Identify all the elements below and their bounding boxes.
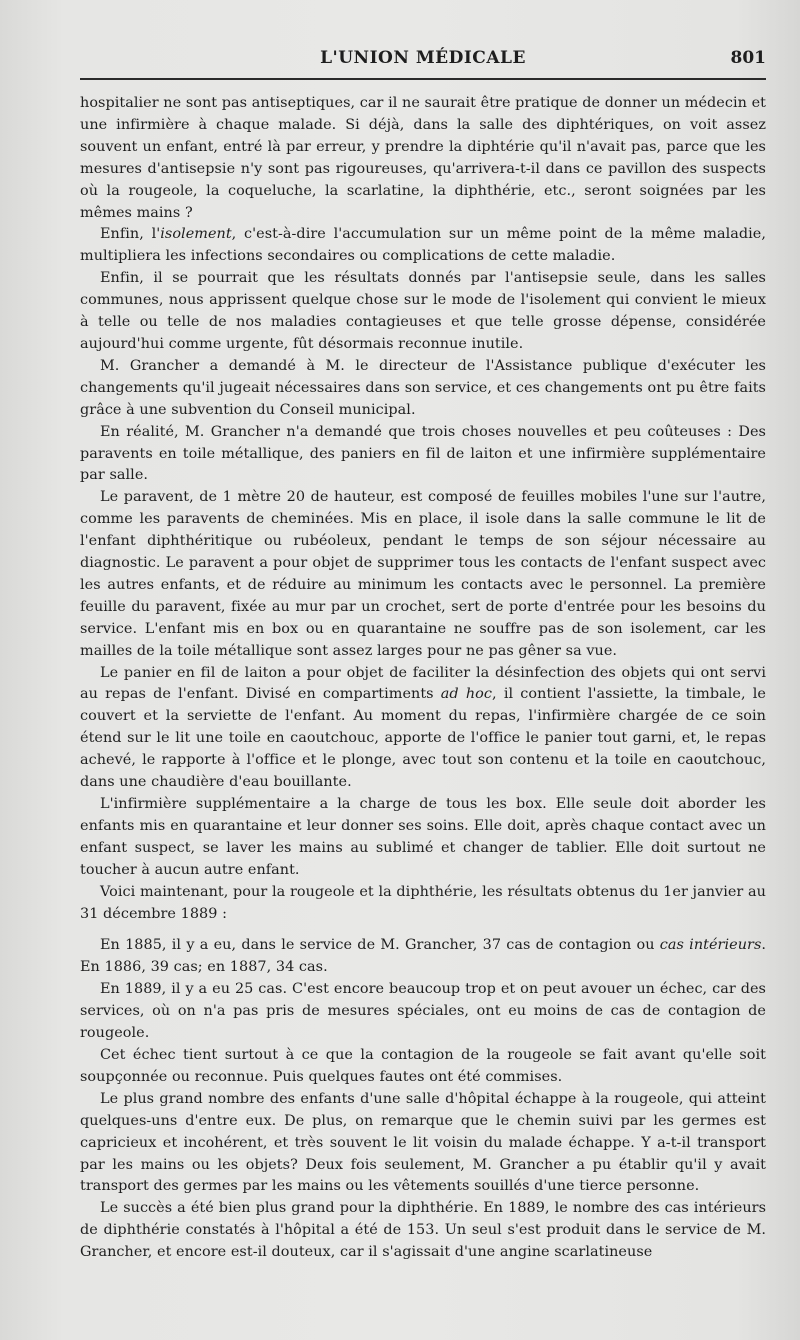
emphasis-text: isolement (160, 226, 232, 243)
paragraph: En 1889, il y a eu 25 cas. C'est encore beaucoup trop et on peut avouer un échec, car des services, où on n'a pas pris de mesures spéciales, ont eu moins de cas de contagion de rougeole. (80, 981, 766, 1042)
paragraph: M. Grancher a demandé à M. le directeur de l'Assistance publique d'exécuter les changements qu'il jugeait nécessaires dans son service, et ces changements ont pu être faits grâce à une subvention du Conseil municipal. (80, 357, 766, 418)
paragraph (80, 224, 766, 268)
running-header (80, 46, 766, 74)
article-body (80, 93, 766, 1264)
emphasis-text: cas intérieurs (659, 937, 762, 954)
paragraph: Le succès a été bien plus grand pour la diphthérie. En 1889, le nombre des cas intérieurs de diphthérie constatés à l'hôpital a été de 153. Un seul s'est produit dans le service de M. Grancher, et encore est-il douteux, car il s'agissait d'une angine scarlatineuse (80, 1200, 766, 1261)
paragraph-text: , il contient l'assiette, la timbale, le couvert et la serviette de l'enfant. Au moment du repas, l'infirmière chargée de ce soin étend sur le lit une toile en caoutchouc, apporte de l'office le panier tout garni, et, le repas achevé, le rapporte à l'office et le plonge, avec tout son contenu et la toile en caoutchouc, dans une chaudière d'eau bouillante. (80, 686, 766, 791)
paragraph-text: , c'est-à-dire l'accumulation sur un même point de la même maladie, multipliera les infections secondaires ou complications de cette maladie. (80, 226, 766, 265)
paragraph (80, 935, 766, 979)
paragraph: Voici maintenant, pour la rougeole et la diphthérie, les résultats obtenus du 1er janvier au 31 décembre 1889 : (80, 883, 766, 922)
paragraph: En réalité, M. Grancher n'a demandé que trois choses nouvelles et peu coûteuses : Des paravents en toile métallique, des paniers en fil de laiton et une infirmière supplémentaire par salle. (80, 423, 766, 484)
paragraph: Cet échec tient surtout à ce que la contagion de la rougeole se fait avant qu'elle soit soupçonnée ou reconnue. Puis quelques fautes ont été commises. (80, 1046, 766, 1085)
paragraph (80, 663, 766, 794)
paragraph-text: En 1885, il y a eu, dans le service de M. Grancher, 37 cas de contagion ou (100, 937, 660, 954)
header-rule (80, 78, 766, 80)
paragraph-text: Enfin, l' (100, 226, 161, 243)
paragraph: Le paravent, de 1 mètre 20 de hauteur, est composé de feuilles mobiles l'une sur l'autre, comme les paravents de cheminées. Mis en place, il isole dans la salle commune le lit de l'enfant diphthéritique ou rubéoleux, pendant le temps de son séjour nécessaire au diagnostic. Le paravent a pour objet de supprimer tous les contacts de l'enfant suspect avec les autres enfants, et de réduire au minimum les contacts avec le personnel. La première feuille du paravent, fixée au mur par un crochet, sert de porte d'entrée pour les besoins du service. L'enfant mis en box ou en quarantaine ne souffre pas de son isolement, car les mailles de la toile métallique sont assez larges pour ne pas gêner sa vue. (80, 489, 766, 659)
paragraph: hospitalier ne sont pas antiseptiques, car il ne saurait être pratique de donner un médecin et une infirmière à chaque malade. Si déjà, dans la salle des diphtériques, on voit assez souvent un enfant, entré là par erreur, y prendre la diphtérie qu'il n'avait pas, parce que les mesures d'antisepsie n'y sont pas rigoureuses, qu'arrivera-t-il dans ce pavillon des suspects où la rougeole, la coqueluche, la scarlatine, la diphthérie, etc., seront soignées par les mêmes mains ? (80, 95, 766, 221)
paragraph-text: . En 1886, 39 cas; en 1887, 34 cas. (80, 937, 767, 976)
page-number: 801 (730, 48, 766, 68)
paragraph: Enfin, il se pourrait que les résultats donnés par l'antisepsie seule, dans les salles communes, nous apprissent quelque chose sur le mode de l'isolement qui convient le mieux à telle ou telle de nos maladies contagieuses et que telle grosse dépense, considérée aujourd'hui comme urgente, fût désormais reconnue inutile. (80, 270, 766, 352)
paragraph-text: Le panier en fil de laiton a pour objet de faciliter la désinfection des objets qui ont servi au repas de l'enfant. Divisé en compartiments (80, 664, 766, 703)
journal-title: L'UNION MÉDICALE (320, 48, 526, 68)
paragraph: Le plus grand nombre des enfants d'une salle d'hôpital échappe à la rougeole, qui atteint quelques-uns d'entre eux. De plus, on remarque que le chemin suivi par les germes est capricieux et incohérent, et très souvent le lit voisin du malade échappe. Y a-t-il transport par les mains ou les objets? Deux fois seulement, M. Grancher a pu établir qu'il y avait transport des germes par les mains ou les vêtements souillés d'une tierce personne. (80, 1090, 766, 1195)
emphasis-text: ad hoc (440, 686, 493, 703)
paragraph: L'infirmière supplémentaire a la charge de tous les box. Elle seule doit aborder les enfants mis en quarantaine et leur donner ses soins. Elle doit, après chaque contact avec un enfant suspect, se laver les mains au sublimé et changer de tablier. Elle doit surtout ne toucher à aucun autre enfant. (80, 796, 766, 878)
